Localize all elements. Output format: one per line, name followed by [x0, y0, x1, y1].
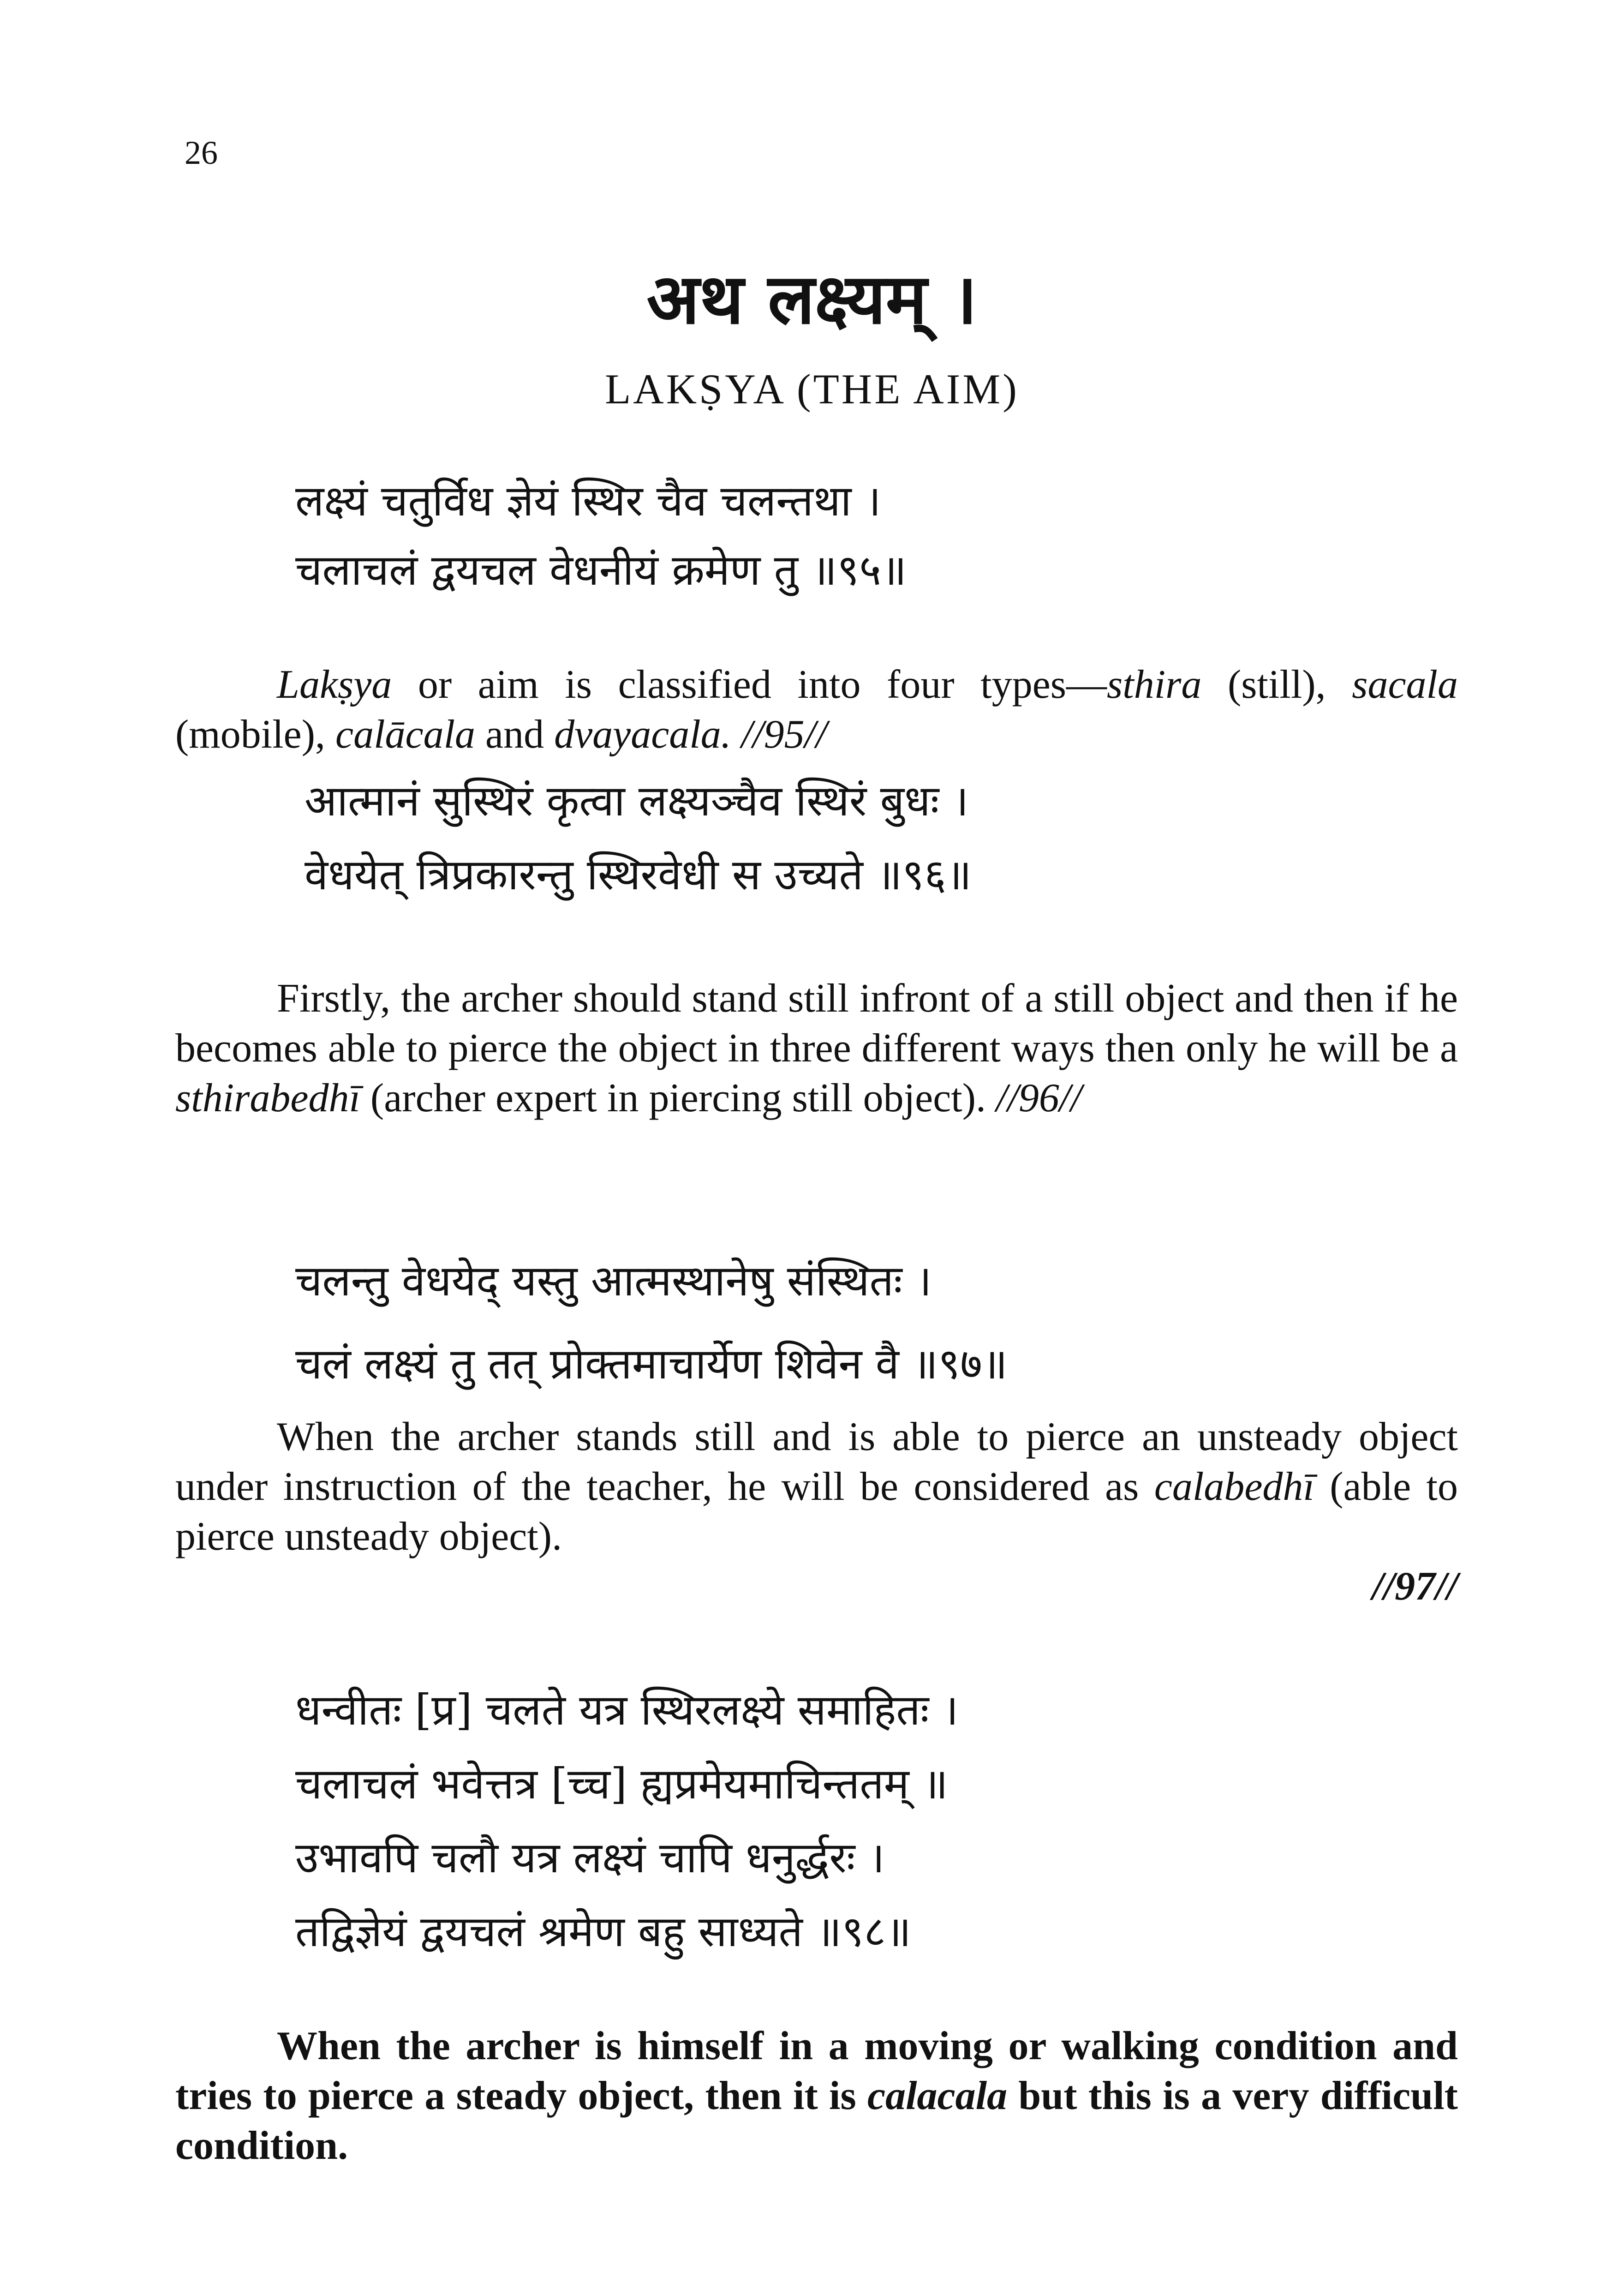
section-heading-devanagari: अथ लक्ष्यम् । — [646, 258, 978, 340]
verse-97-line-1: चलन्तु वेधयेद् यस्तु आत्मस्थानेषु संस्थितः । — [295, 1256, 932, 1306]
verse-98-line-4: तद्विज्ञेयं द्वयचलं श्रमेण बहु साध्यते ॥९८॥ — [295, 1907, 912, 1956]
verse-96-line-2: वेधयेत् त्रिप्रकारन्तु स्थिरवेधी स उच्यते ॥९६॥ — [304, 850, 972, 899]
term-calacala-2: calacala — [867, 2073, 1008, 2118]
verse-98-line-2: चलाचलं भवेत्तत्र [च्च] ह्यप्रमेयमाचिन्ततम् ॥ — [295, 1759, 949, 1809]
verse-96-line-1: आत्मानं सुस्थिरं कृत्वा लक्ष्यञ्चैव स्थिरं बुधः । — [304, 776, 969, 826]
term-sacala: sacala — [1352, 662, 1458, 707]
verse-ref-96: //96// — [996, 1076, 1082, 1121]
paragraph-95: Lakṣya or aim is classified into four types—sthira (still), sacala (mobile), calācala and dvayacala. //95// — [175, 662, 1458, 757]
page-number: 26 — [185, 134, 218, 171]
term-sthira: sthira — [1107, 662, 1202, 707]
term-dvayacala: dvayacala. — [554, 712, 731, 757]
verse-97-line-2: चलं लक्ष्यं तु तत् प्रोक्तमाचार्येण शिवेन वै ॥९७॥ — [295, 1339, 1008, 1389]
term-calabedhi: calabedhī — [1154, 1464, 1314, 1509]
verse-98-line-1: धन्वीतः [प्र] चलते यत्र स्थिरलक्ष्ये समाहितः । — [295, 1685, 959, 1735]
section-heading-english: LAKṢYA (THE AIM) — [605, 366, 1019, 413]
paragraph-96: Firstly, the archer should stand still infront of a still object and then if he becomes able to pierce the object in three different ways then only he will be a sthirabedhī (archer expert in piercing still object). //96// — [175, 976, 1458, 1121]
verse-95-line-2: चलाचलं द्वयचल वेधनीयं क्रमेण तु ॥९५॥ — [295, 545, 907, 595]
verse-95-line-1: लक्ष्यं चतुर्विध ज्ञेयं स्थिर चैव चलन्तथा । — [295, 476, 881, 526]
paragraph-98: When the archer is himself in a moving or walking condition and tries to pierce a steady object, then it is calacala but this is a very difficult condition. — [175, 2024, 1458, 2168]
term-calacala: calācala — [335, 712, 476, 757]
term-laksya: Lakṣya — [277, 662, 392, 707]
term-sthirabedhi: sthirabedhī — [175, 1076, 360, 1121]
paragraph-97: When the archer stands still and is able to pierce an unsteady object under instruction of the teacher, he will be considered as calabedhī (able to pierce unsteady object). //97// — [175, 1412, 1458, 1612]
verse-ref-95: //95// — [731, 712, 827, 757]
verse-98-line-3: उभावपि चलौ यत्र लक्ष्यं चापि धनुर्द्धरः । — [295, 1833, 885, 1882]
verse-ref-97: //97// — [1372, 1564, 1458, 1609]
